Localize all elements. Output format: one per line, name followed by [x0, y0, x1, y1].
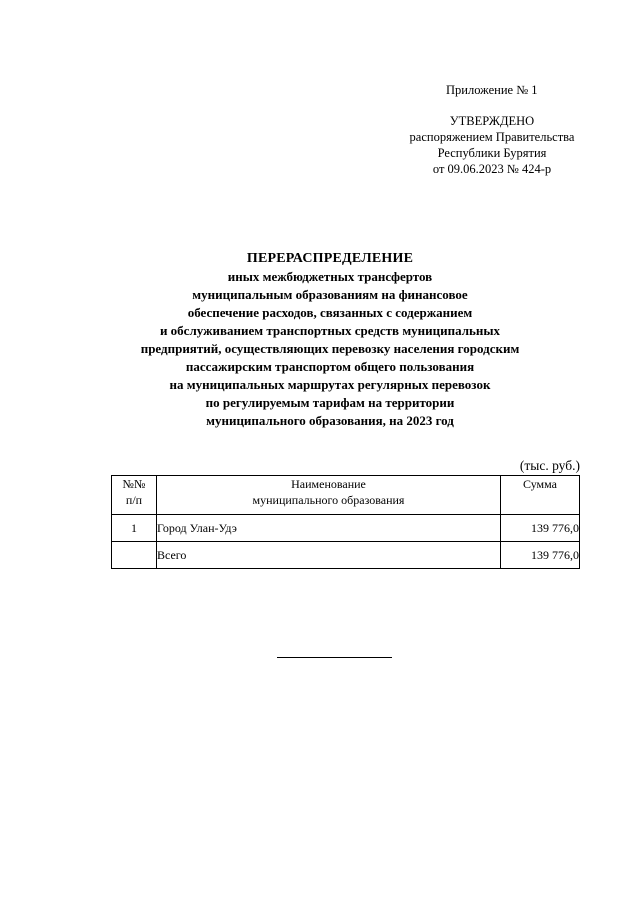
title-line: и обслуживанием транспортных средств муниципальных — [159, 323, 501, 338]
header-number-line1: №№ — [122, 477, 146, 491]
title-line: пассажирским транспортом общего пользования — [185, 359, 475, 374]
title-line: на муниципальных маршрутах регулярных перевозок — [169, 377, 491, 392]
approval-line: Республики Бурятия — [437, 146, 547, 160]
total-label: Всего — [157, 542, 501, 569]
header-name — [157, 476, 501, 515]
document-title — [80, 250, 580, 430]
approval-date: от 09.06.2023 № 424-р — [432, 162, 552, 176]
row-number: 1 — [112, 515, 157, 542]
header-number-line2: п/п — [125, 493, 143, 507]
table-row — [112, 515, 580, 542]
row-name: Город Улан-Удэ — [157, 515, 501, 542]
table-total-row — [112, 542, 580, 569]
title-line: по регулируемым тарифам на территории — [205, 395, 455, 410]
units-label: (тыс. руб.) — [519, 458, 580, 473]
title-main: ПЕРЕРАСПРЕДЕЛЕНИЕ — [246, 251, 414, 266]
title-line: муниципального образования, на 2023 год — [206, 413, 454, 428]
row-number — [112, 542, 157, 569]
title-line: предприятий, осуществляющих перевозку населения городским — [140, 341, 520, 356]
header-name-line2: муниципального образования — [252, 493, 405, 507]
appendix-label: Приложение № 1 — [446, 83, 538, 97]
table-header-row — [112, 476, 580, 515]
total-sum: 139 776,0 — [501, 542, 580, 569]
closing-line — [277, 657, 392, 658]
title-line: муниципальным образованиям на финансовое — [192, 287, 468, 302]
header-number — [112, 476, 157, 515]
approval-line: распоряжением Правительства — [409, 130, 575, 144]
approval-heading: УТВЕРЖДЕНО — [449, 114, 535, 128]
header-name-line1: Наименование — [291, 477, 366, 491]
transfers-table — [111, 475, 580, 569]
row-sum: 139 776,0 — [501, 515, 580, 542]
approval-block — [392, 113, 592, 177]
title-line: обеспечение расходов, связанных с содержанием — [187, 305, 473, 320]
header-sum: Сумма — [501, 476, 580, 515]
title-line: иных межбюджетных трансфертов — [227, 269, 433, 284]
